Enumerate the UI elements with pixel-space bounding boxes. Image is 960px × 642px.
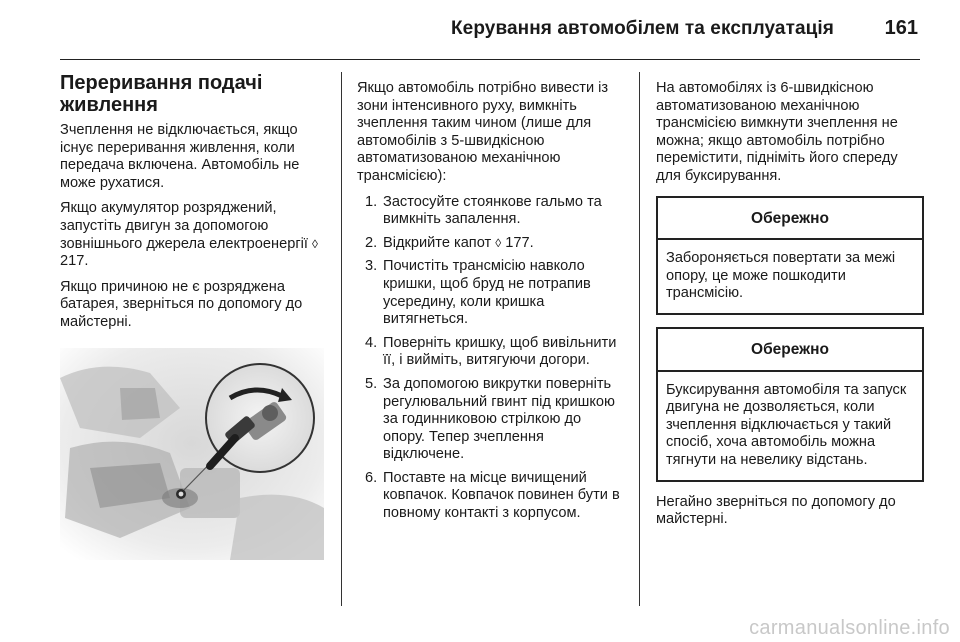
column-right xyxy=(656,80,924,537)
paragraph xyxy=(60,200,328,270)
reference-arrow-icon: ◊ xyxy=(312,236,318,251)
list-item: 3. Почистіть трансмісію навколо кришки, щоб бруд не потрапив усередину, коли кришка витягнеться. xyxy=(365,258,591,328)
column-divider xyxy=(341,72,342,606)
warning-box xyxy=(656,196,924,315)
header-rule xyxy=(60,59,920,60)
page-reference[interactable]: 217. xyxy=(60,253,89,270)
paragraph: Негайно зверніться по допомогу до майстерні. xyxy=(656,493,896,528)
paragraph: Якщо причиною не є розряджена батарея, зверніться по допомогу до майстерні. xyxy=(60,278,303,330)
page-number: 161 xyxy=(884,17,918,39)
page-header xyxy=(60,0,920,54)
warning-text: Забороняється повертати за межі опору, це може пошкодити трансмісію. xyxy=(666,250,896,302)
column-left xyxy=(60,72,328,560)
list-item: 6. Поставте на місце вичищений ковпачок. Ковпачок повинен бути в повному контакті з корпусом. xyxy=(365,469,620,522)
watermark: carmanualsonline.info xyxy=(749,617,950,639)
paragraph: На автомобілях із 6-швидкісною автоматизованою механічною трансмісією вимкнути зчеплення не можна; якщо автомобіль потрібно перемістити, підніміть його спереду для буксирування. xyxy=(656,80,898,184)
engine-illustration xyxy=(60,348,324,560)
paragraph-text: Якщо акумулятор розряджений, запустіть двигун за допомогою зовнішнього джерела електроенергії xyxy=(60,200,308,252)
page-reference[interactable]: 177. xyxy=(505,234,534,251)
paragraph: Якщо автомобіль потрібно вивести із зони інтенсивного руху, вимкніть зчеплення таким чином (лише для автомобілів з 5-швидкісною автоматизованою механічною трансмісією): xyxy=(357,80,609,184)
list-item: 4. Поверніть кришку, щоб вивільнити її, і вийміть, витягуючи догори. xyxy=(365,334,617,369)
transmission-cap-image xyxy=(60,348,324,560)
list-item: 2. Відкрийте капот ◊ 177. xyxy=(365,234,534,251)
warning-title: Обережно xyxy=(658,329,922,372)
column-divider xyxy=(639,72,640,606)
steps-list xyxy=(357,194,625,523)
section-heading: Переривання подачі живлення xyxy=(60,72,263,116)
warning-title: Обережно xyxy=(658,198,922,241)
column-middle xyxy=(357,80,625,529)
list-item: 1. Застосуйте стоянкове гальмо та вимкніть запалення. xyxy=(365,193,602,228)
warning-box xyxy=(656,327,924,482)
header-title: Керування автомобілем та експлуатація xyxy=(450,18,834,39)
reference-arrow-icon: ◊ xyxy=(495,235,502,250)
warning-text: Буксирування автомобіля та запуск двигуна не дозволяється, коли зчеплення відключається у такий спосіб, хоча автомобіль можна тягнути на невелику відстань. xyxy=(666,381,907,468)
paragraph: Зчеплення не відключається, якщо існує переривання живлення, коли передача включена. Автомобіль не може рухатися. xyxy=(60,122,300,191)
list-item: 5. За допомогою викрутки поверніть регулювальний гвинт під кришкою за годинниковою стрілкою до опору. Тепер зчеплення відключене. xyxy=(365,375,615,463)
